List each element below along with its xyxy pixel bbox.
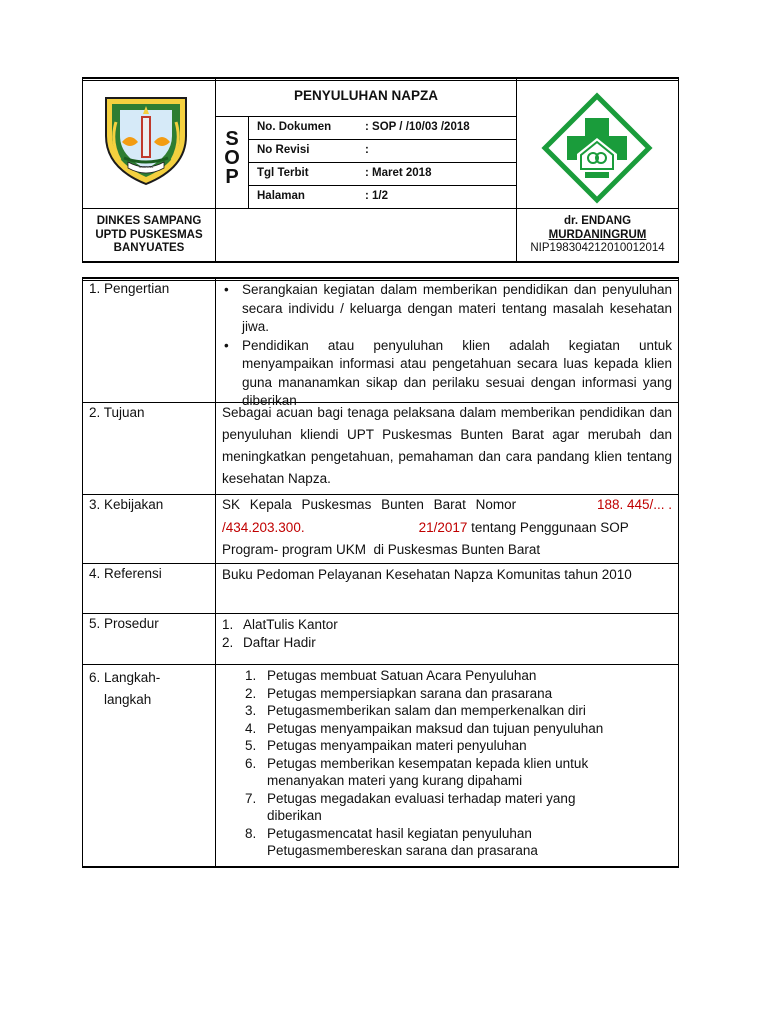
langkah-step-1 (245, 667, 655, 685)
kebijakan-text-3: Program- program UKM di Puskesmas Bunten Barat (222, 542, 541, 557)
prosedur-item-2-text: Daftar Hadir (243, 634, 316, 650)
kebijakan-text-2: tentang Penggunaan SOP (467, 519, 629, 535)
langkah-step-list (245, 667, 655, 860)
langkah-step-5 (245, 737, 655, 755)
puskesmas-logo (541, 92, 653, 204)
institution-line-3: BANYUATES (113, 242, 185, 254)
puskesmas-cross-icon (541, 92, 653, 204)
kebijakan-line-2 (222, 517, 672, 540)
meta-label-halaman: Halaman (257, 190, 305, 202)
langkah-step-6 (245, 755, 637, 790)
meta-label-tgl-terbit: Tgl Terbit (257, 167, 309, 179)
pengertian-content (216, 281, 672, 411)
signatory-nip: NIP198304212010012014 (530, 242, 665, 254)
langkah-step-2 (245, 685, 655, 703)
referensi-text: Buku Pedoman Pelayanan Kesehatan Napza Komunitas tahun 2010 (222, 567, 632, 582)
label-langkah (89, 667, 160, 711)
label-pengertian: 1. Pengertian (89, 281, 170, 296)
langkah-step-8-num: 8. (245, 825, 257, 841)
prosedur-item-1-num: 1. (222, 617, 234, 632)
regency-logo (100, 92, 192, 188)
langkah-step-4-num: 4. (245, 720, 257, 736)
langkah-step-3-text: Petugasmemberikan salam dan memperkenalkan diri (267, 703, 586, 718)
label-tujuan: 2. Tujuan (89, 405, 145, 420)
langkah-step-1-text: Petugas membuat Satuan Acara Penyuluhan (267, 668, 537, 683)
kebijakan-nomor-1: 188. 445/... . (596, 497, 672, 512)
meta-value-tgl-terbit: : Maret 2018 (365, 167, 432, 179)
pengertian-bullet-1: • Serangkaian kegiatan dalam memberikan pendidikan dan penyuluhan secara individu / keluarga dengan materi tentang masalah kesehatan jiwa. (216, 281, 672, 337)
langkah-step-5-num: 5. (245, 738, 257, 753)
kebijakan-nomor-2: /434.203.300. (222, 519, 305, 535)
kebijakan-text-1: SK Kepala Puskesmas Bunten Barat Nomor (222, 497, 517, 512)
prosedur-item-2 (222, 634, 672, 652)
institution-line-1: DINKES SAMPANG (96, 215, 202, 227)
langkah-step-4 (245, 720, 655, 738)
langkah-step-5-text: Petugas menyampaikan materi penyuluhan (267, 738, 527, 753)
sop-letters (216, 130, 248, 187)
sop-letter-o: O (224, 147, 240, 169)
pengertian-bullet-2: • Pendidikan atau penyuluhan klien adalah kegiatan untuk menyampaikan informasi atau pengetahuan secara luas kepada klien guna mananamkan sikap dan perilaku sesuai dengan informasi yang diberikan (216, 337, 672, 411)
langkah-steps (245, 667, 655, 860)
langkah-step-3 (245, 702, 655, 720)
label-kebijakan: 3. Kebijakan (89, 497, 164, 512)
langkah-step-8 (245, 825, 655, 843)
prosedur-item-1 (222, 616, 672, 634)
langkah-step-7-num: 7. (245, 790, 257, 806)
meta-value-halaman: : 1/2 (365, 190, 389, 202)
langkah-step-1-num: 1. (245, 668, 257, 683)
meta-label-no-dokumen: No. Dokumen (257, 121, 332, 133)
kebijakan-content (222, 494, 672, 562)
signatory-block (517, 215, 678, 256)
langkah-extra-line (245, 842, 655, 860)
pengertian-bullet-list (216, 281, 672, 411)
regency-shield-icon (100, 92, 192, 188)
label-langkah-line-2: langkah (104, 692, 152, 707)
regency-logo-banner: SAMPANG (138, 165, 154, 169)
sop-letter-p: P (225, 166, 239, 188)
institution-block (83, 215, 215, 256)
meta-value-no-revisi: : (365, 144, 369, 156)
langkah-step-2-num: 2. (245, 685, 257, 701)
meta-value-no-dokumen: : SOP / /10/03 /2018 (365, 121, 470, 133)
langkah-extra-line-text: Petugasmembereskan sarana dan prasarana (267, 843, 538, 858)
signatory-name-1: dr. ENDANG (563, 215, 632, 227)
institution-line-2: UPTD PUSKESMAS (95, 228, 203, 241)
signatory-name-2: MURDANINGRUM (548, 228, 647, 241)
prosedur-item-1-text: AlatTulis Kantor (243, 617, 338, 632)
langkah-step-7 (245, 790, 617, 825)
langkah-step-3-num: 3. (245, 703, 257, 718)
langkah-step-6-text: Petugas memberikan kesempatan kepada klien untuk menanyakan materi yang kurang dipahami (267, 755, 589, 788)
langkah-step-4-text: Petugas menyampaikan maksud dan tujuan penyuluhan (267, 720, 604, 736)
meta-label-no-revisi: No Revisi (257, 144, 310, 156)
tujuan-text: Sebagai acuan bagi tenaga pelaksana dalam memberikan pendidikan dan penyuluhan kliendi UPT Puskesmas Bunten Barat agar merubah dan meningkatkan pengetahuan, pemahaman dan cara pandang klien tentang kesehatan Napza. (222, 405, 672, 486)
kebijakan-line-1 (222, 494, 672, 517)
label-referensi: 4. Referensi (89, 566, 162, 581)
document-title: PENYULUHAN NAPZA (293, 88, 438, 103)
kebijakan-nomor-3: 21/2017 (418, 519, 468, 535)
sop-letter-s: S (225, 128, 239, 150)
prosedur-item-2-num: 2. (222, 634, 234, 650)
label-langkah-line-1: 6. Langkah- (89, 670, 161, 685)
label-prosedur: 5. Prosedur (89, 616, 159, 631)
langkah-step-6-num: 6. (245, 755, 257, 771)
langkah-step-2-text: Petugas mempersiapkan sarana dan prasarana (267, 685, 553, 701)
langkah-step-8-text: Petugasmencatat hasil kegiatan penyuluhan (267, 825, 532, 841)
langkah-step-7-text: Petugas megadakan evaluasi terhadap materi yang diberikan (267, 790, 576, 823)
prosedur-list (222, 616, 672, 651)
